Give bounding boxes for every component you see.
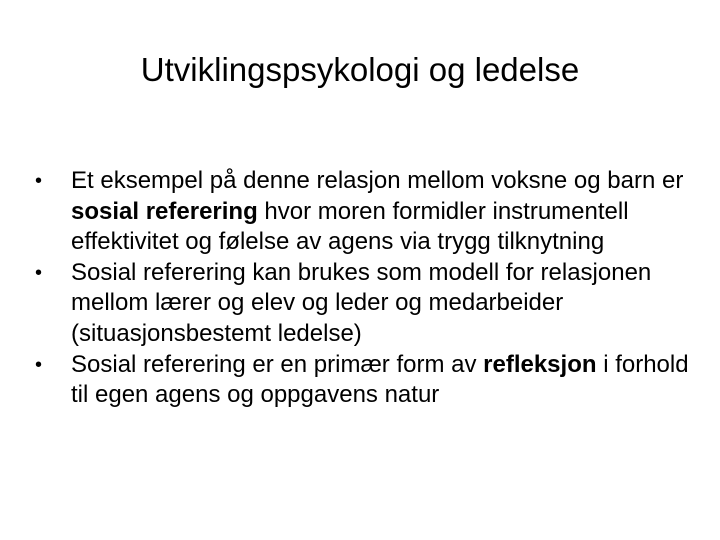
- bullet-dot-icon: •: [35, 170, 43, 192]
- bullet-text: i forhold til egen agens og oppgavens natur: [71, 350, 689, 409]
- bullet-text: Sosial referering kan brukes som modell for relasjonen mellom lærer og elev og leder og medarbeider (situasjonsbestemt ledelse): [71, 258, 652, 347]
- slide-title: Utviklingspsykologi og ledelse: [140, 51, 580, 88]
- bullet-text: Sosial referering er en primær form av: [71, 350, 484, 378]
- bullet-text: hvor moren formidler instrumentell effektivitet og følelse av agens via trygg tilknytning: [71, 197, 629, 256]
- bullet-item: [34, 258, 694, 350]
- bullet-dot-icon: •: [35, 261, 43, 284]
- bullet-dot-icon: •: [35, 353, 43, 376]
- bullet-list: [34, 166, 694, 411]
- bullet-emphasis: refleksjon: [483, 350, 597, 378]
- bullet-item: [34, 166, 694, 258]
- bullet-text: Et eksempel på denne relasjon mellom voksne og barn er: [71, 167, 684, 194]
- bullet-emphasis: sosial referering: [71, 197, 258, 225]
- bullet-item: [34, 350, 694, 411]
